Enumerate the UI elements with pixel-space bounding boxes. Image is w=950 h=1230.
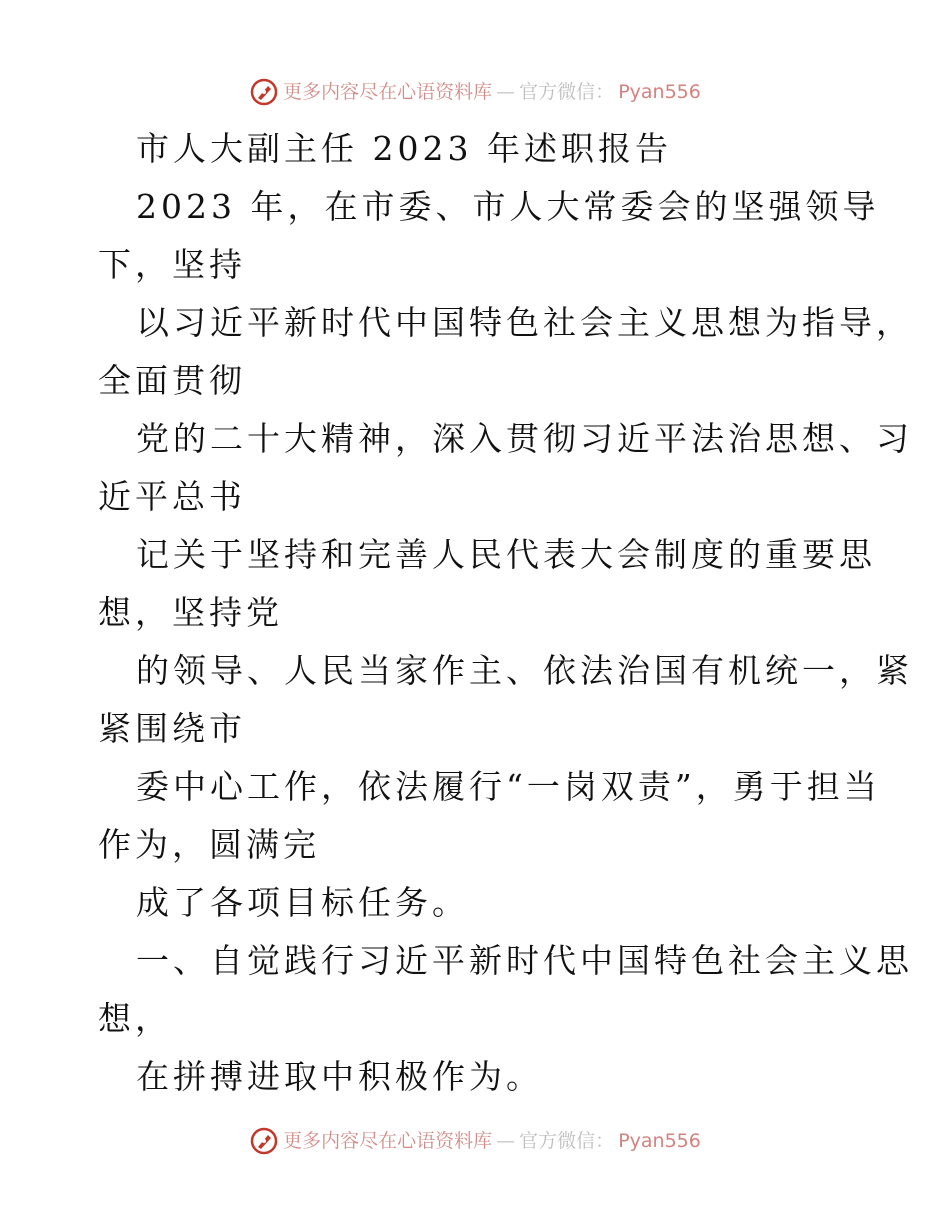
text-line: 成了各项目标任务。 — [136, 883, 469, 922]
watermark-text: 更多内容尽在心语资料库 — [283, 81, 493, 103]
watermark-wechat-label: 官方微信： — [519, 1130, 615, 1152]
pen-nib-logo-icon — [249, 1126, 279, 1156]
text-line: 记关于坚持和完善人民代表大会制度的重要思 — [136, 535, 876, 574]
text-line: 近平总书 — [98, 477, 246, 516]
watermark-wechat-id: Pyan556 — [618, 1130, 701, 1152]
watermark-wechat-id: Pyan556 — [618, 81, 701, 103]
text-line: 全面贯彻 — [98, 361, 246, 400]
watermark-dash: — — [496, 81, 516, 103]
text-line: 作为，圆满完 — [98, 825, 320, 864]
text-line: 紧围绕市 — [98, 709, 246, 748]
pen-nib-logo-icon — [249, 77, 279, 107]
document-body — [98, 120, 913, 1106]
watermark-wechat-label: 官方微信： — [519, 81, 615, 103]
text-line: 一、自觉践行习近平新时代中国特色社会主义思 — [136, 941, 913, 980]
watermark-dash: — — [496, 1130, 516, 1152]
document-title: 市人大副主任 2023 年述职报告 — [136, 129, 672, 168]
text-line: 想， — [98, 999, 172, 1038]
text-line: 委中心工作，依法履行“一岗双责”，勇于担当 — [136, 767, 881, 806]
watermark-header — [0, 77, 950, 107]
text-line: 下，坚持 — [98, 245, 246, 284]
text-line: 在拼搏进取中积极作为。 — [136, 1057, 543, 1096]
paragraph-lines — [98, 178, 913, 1106]
text-line: 党的二十大精神，深入贯彻习近平法治思想、习 — [136, 419, 913, 458]
text-line: 想，坚持党 — [98, 593, 283, 632]
watermark-text: 更多内容尽在心语资料库 — [283, 1130, 493, 1152]
text-line: 的领导、人民当家作主、依法治国有机统一，紧 — [136, 651, 913, 690]
text-line: 2023 年，在市委、市人大常委会的坚强领导 — [136, 187, 880, 226]
text-line: 以习近平新时代中国特色社会主义思想为指导， — [136, 303, 913, 342]
watermark-footer — [0, 1126, 950, 1156]
